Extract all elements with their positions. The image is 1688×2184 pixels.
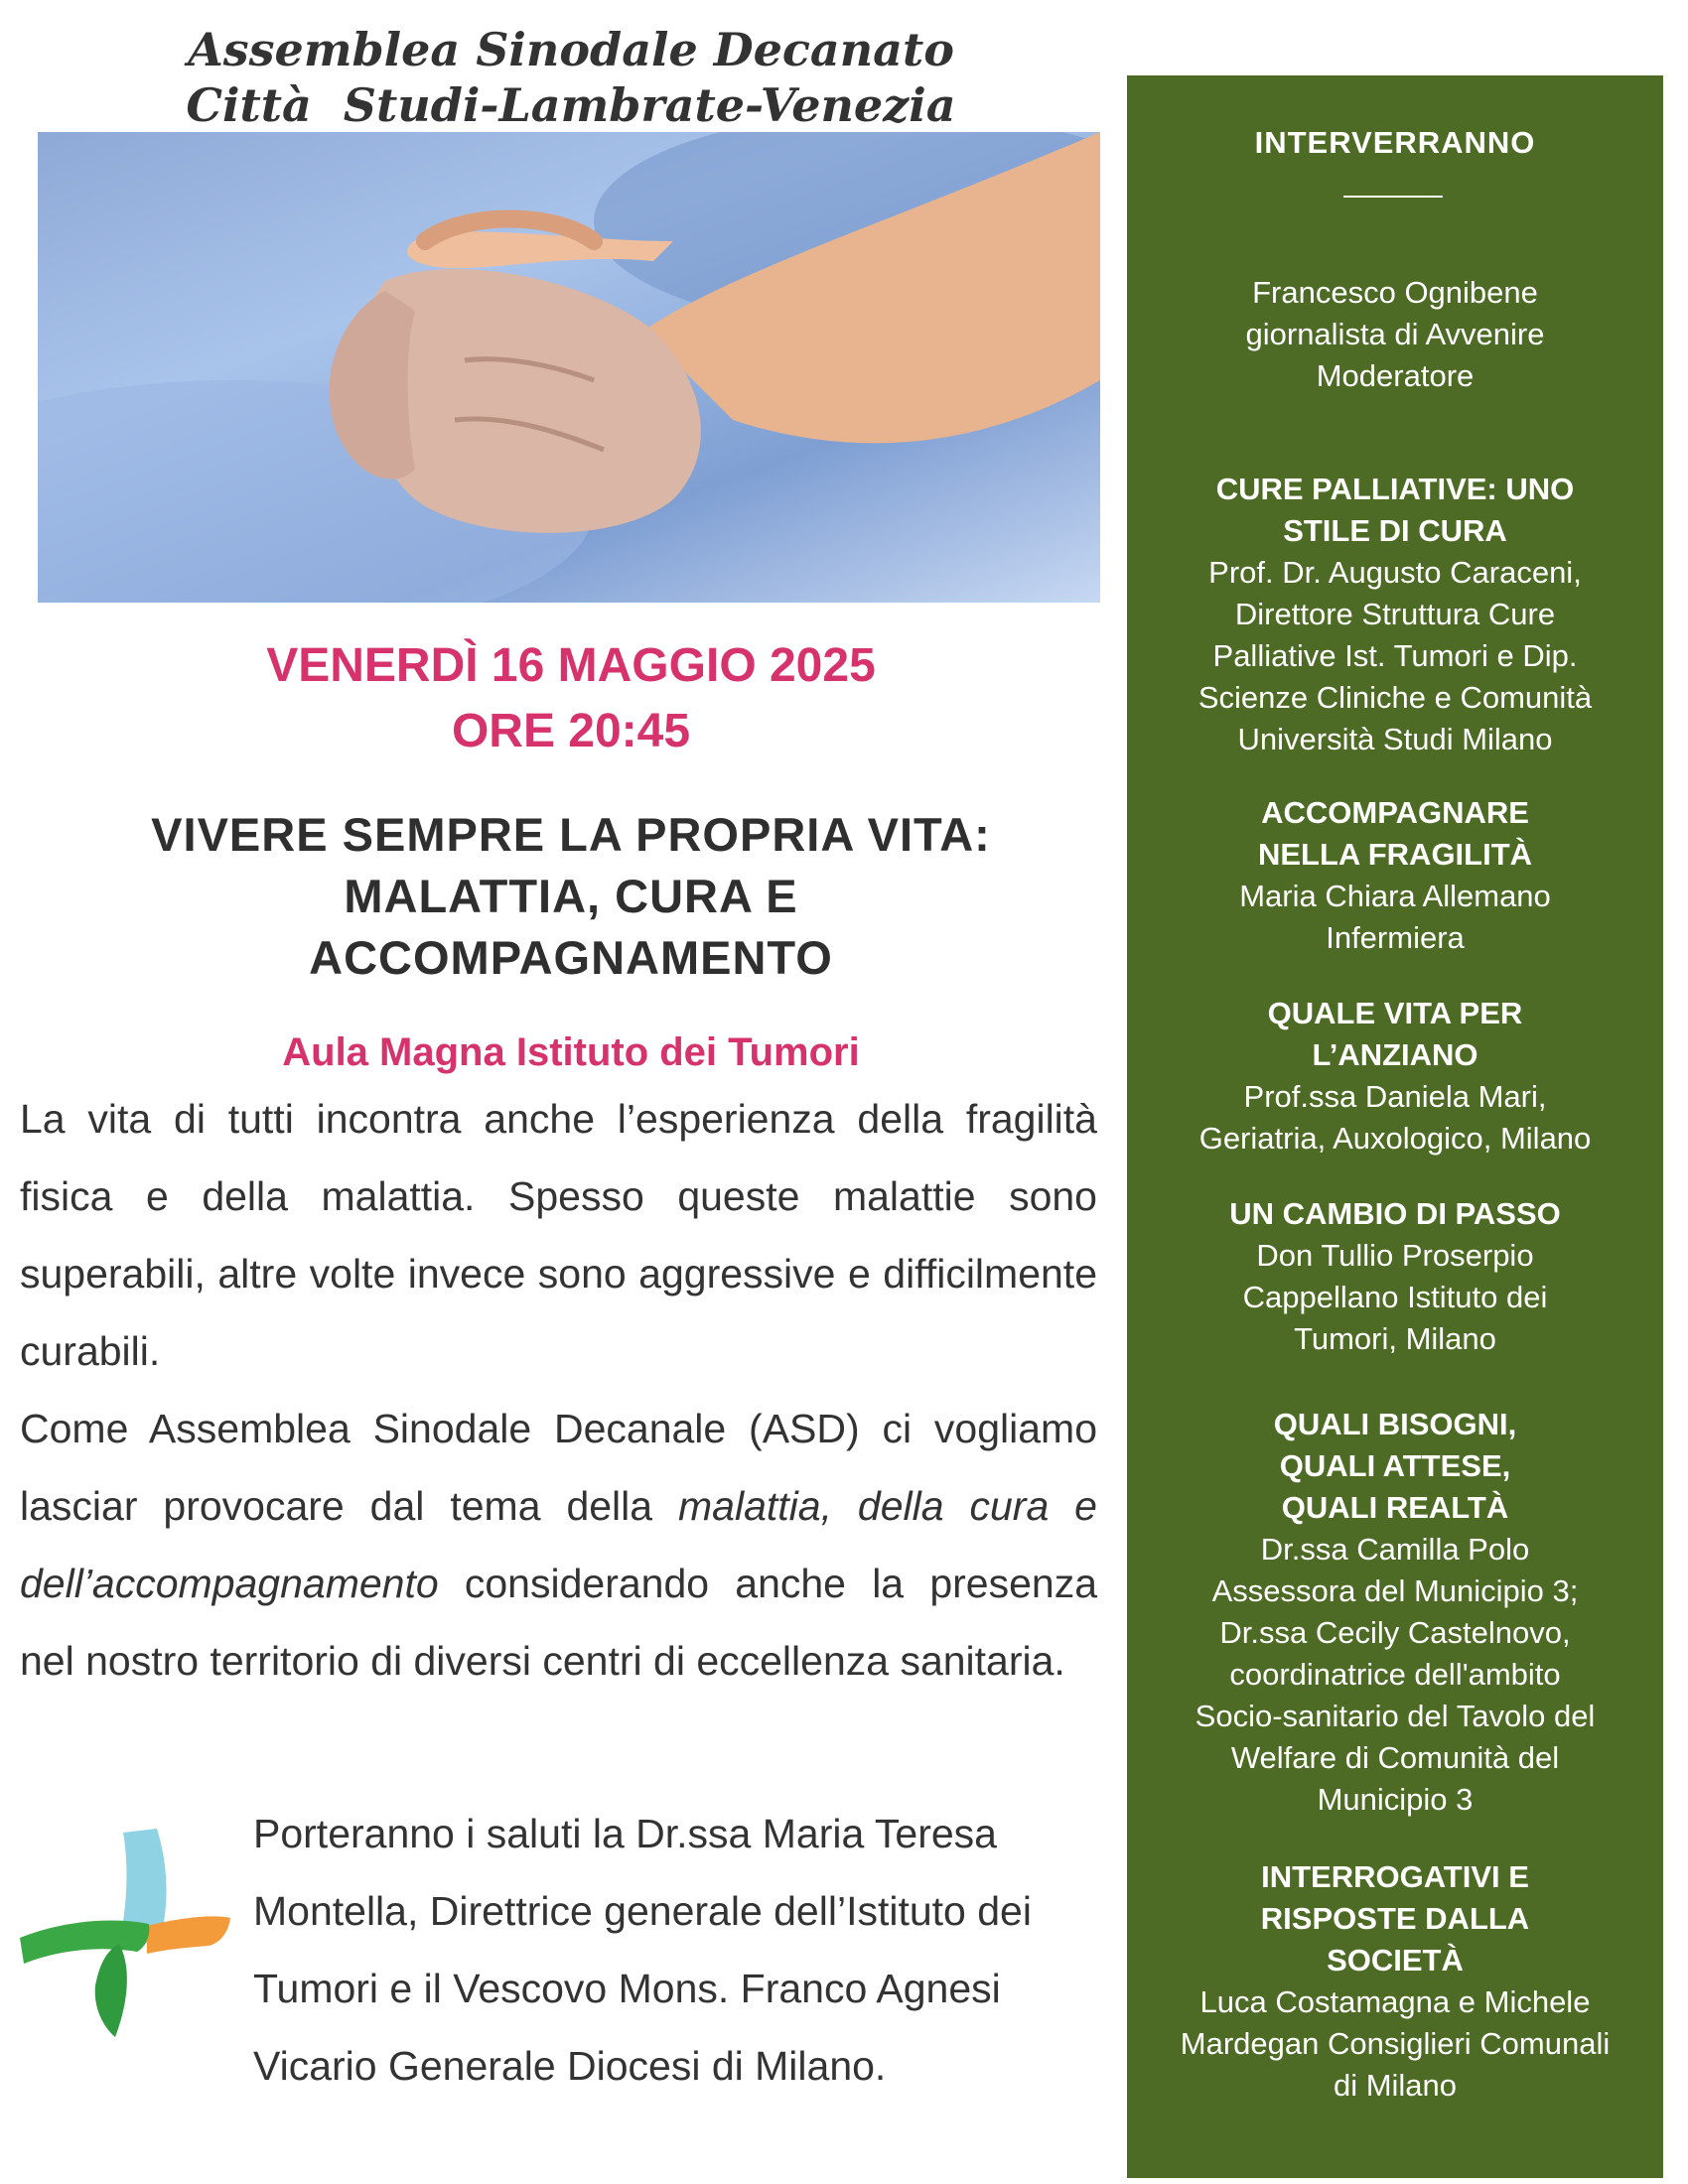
header-title [40, 22, 1102, 133]
talk-block [1137, 993, 1653, 1160]
talk-title: ACCOMPAGNARE [1261, 795, 1529, 830]
talk-speaker: di Milano [1333, 2068, 1458, 2103]
talk-speaker: Scienze Cliniche e Comunità [1197, 680, 1593, 715]
talk-speaker: Luca Costamagna e Michele [1199, 1984, 1591, 2019]
talk-block [1137, 1404, 1653, 1821]
event-date: VENERDÌ 16 MAGGIO 2025 [266, 639, 876, 692]
talk-speaker: Mardegan Consiglieri Comunali [1180, 2026, 1611, 2061]
talk-speaker: Maria Chiara Allemano [1239, 879, 1551, 913]
talk-speaker: Università Studi Milano [1237, 722, 1553, 756]
talk-title: QUALI REALTÀ [1281, 1490, 1509, 1525]
cross-logo [20, 1827, 233, 2040]
header-line-2: Città Studi-Lambrate-Venezia [186, 78, 956, 132]
event-title-line-2: MALATTIA, CURA E [344, 870, 798, 922]
talk-block [1137, 469, 1653, 760]
header-line-1: Assemblea Sinodale Decanato [188, 23, 954, 76]
event-title [40, 804, 1102, 989]
talk-speaker: Direttore Struttura Cure [1234, 597, 1556, 631]
event-title-line-1: VIVERE SEMPRE LA PROPRIA VITA: [151, 808, 991, 861]
talk-speaker: Socio-sanitario del Tavolo del [1195, 1699, 1596, 1733]
intro-paragraph-2 [20, 1390, 1097, 1700]
event-time: ORE 20:45 [451, 705, 691, 757]
talk-title: RISPOSTE DALLA [1260, 1901, 1530, 1936]
speakers-sidebar [1127, 75, 1663, 2178]
talk-speaker: Dr.ssa Cecily Castelnovo, [1219, 1615, 1571, 1650]
intro-text [20, 1080, 1097, 1700]
talk-speaker: Tumori, Milano [1294, 1321, 1496, 1356]
talk-title: QUALI ATTESE, [1279, 1448, 1511, 1483]
event-datetime [40, 633, 1102, 764]
talk-speaker: Cappellano Istituto dei [1242, 1280, 1548, 1314]
moderator-role: giornalista di Avvenire [1245, 317, 1545, 351]
talk-title: STILE DI CURA [1283, 513, 1507, 548]
hands-photo [38, 132, 1100, 603]
talk-block [1137, 1193, 1653, 1360]
talk-title: NELLA FRAGILITÀ [1257, 837, 1533, 872]
talk-speaker: coordinatrice dell'ambito [1229, 1657, 1561, 1692]
talk-title: CURE PALLIATIVE: UNO [1215, 472, 1575, 506]
moderator-label: Moderatore [1316, 358, 1475, 393]
moderator-name: Francesco Ognibene [1252, 275, 1538, 310]
talk-speaker: Welfare di Comunità del [1230, 1740, 1560, 1775]
talk-speaker: Dr.ssa Camilla Polo [1260, 1532, 1530, 1567]
talk-block [1137, 1856, 1653, 2107]
talk-speaker: Assessora del Municipio 3; [1211, 1573, 1579, 1608]
intro-p2-start: Come Assemblea Sinodale Decanale (ASD) ci vogliamo lasciar provocare dal tema della [20, 1406, 1097, 1529]
heading-divider [1343, 196, 1443, 198]
talk-speaker: Municipio 3 [1317, 1782, 1474, 1817]
talk-speaker: Palliative Ist. Tumori e Dip. [1212, 638, 1578, 673]
intro-p2-end: considerando anche la presenza nel nostro territorio di diversi centri di eccellenza sanitaria. [20, 1561, 1097, 1684]
talk-title: QUALE VITA PER [1267, 996, 1523, 1030]
talk-title: QUALI BISOGNI, [1273, 1407, 1517, 1441]
talk-title: L’ANZIANO [1312, 1037, 1478, 1072]
talk-speaker: Geriatria, Auxologico, Milano [1198, 1121, 1592, 1156]
greetings-text: Porteranno i saluti la Dr.ssa Maria Teresa Montella, Direttrice generale dell’Istituto dei Tumori e il Vescovo Mons. Franco Agnesi Vicario Generale Diocesi di Milano. [253, 1811, 1032, 2089]
intro-p2-italic: malattia, della cura e dell’accompagnamento [20, 1483, 1097, 1606]
talk-block [1137, 792, 1653, 959]
event-title-line-3: ACCOMPAGNAMENTO [309, 931, 833, 984]
moderator-block [1137, 272, 1653, 397]
talk-title: SOCIETÀ [1327, 1943, 1464, 1978]
talk-title: INTERROGATIVI E [1261, 1859, 1529, 1894]
event-venue: Aula Magna Istituto dei Tumori [282, 1030, 860, 1074]
sidebar-heading: INTERVERRANNO [1254, 125, 1536, 160]
talk-speaker: Prof.ssa Daniela Mari, [1243, 1079, 1547, 1114]
talk-title: UN CAMBIO DI PASSO [1229, 1196, 1561, 1231]
hands-illustration [38, 132, 1100, 603]
talk-speaker: Infermiera [1326, 920, 1465, 955]
intro-paragraph-1: La vita di tutti incontra anche l’esperienza della fragilità fisica e della malattia. Spesso queste malattie sono superabili, altre volte invece sono aggressive e difficilmente curabili. [20, 1096, 1097, 1374]
talk-speaker: Prof. Dr. Augusto Caraceni, [1208, 555, 1582, 590]
talk-speaker: Don Tullio Proserpio [1256, 1238, 1534, 1273]
